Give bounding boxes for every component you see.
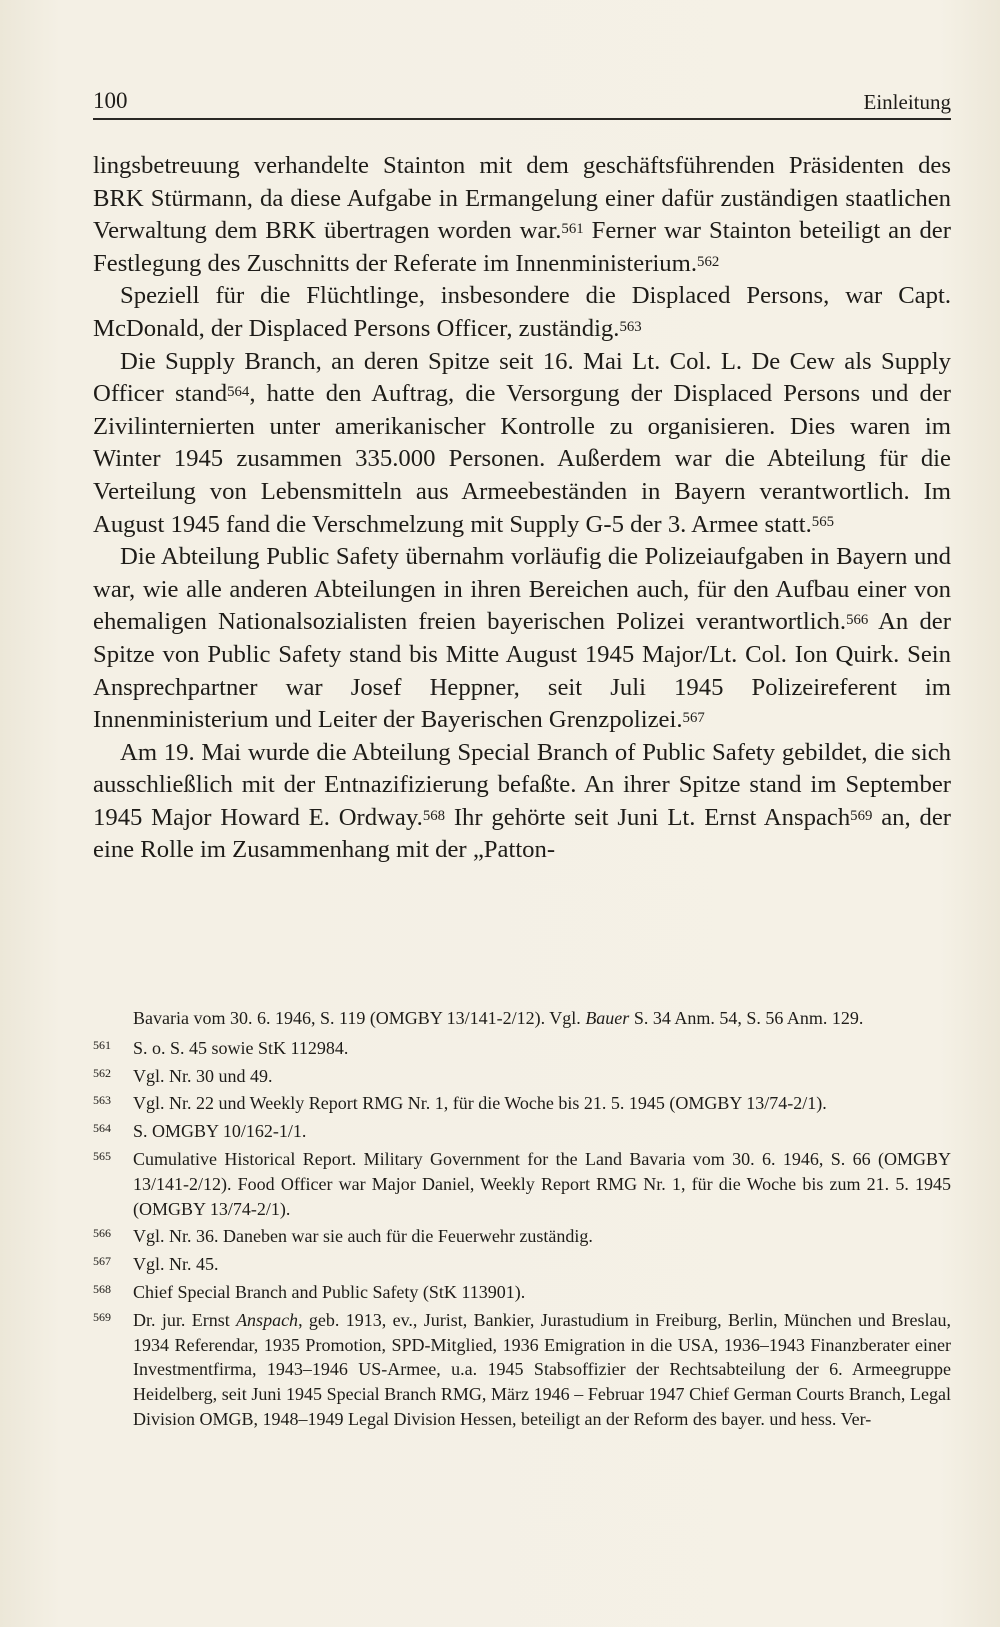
paragraph-5-text-c: an, der eine Rolle im Zusammenhang mit der „Patton- bbox=[93, 803, 951, 864]
footnote-number: 563 bbox=[93, 1093, 111, 1108]
footnote-text: Vgl. Nr. 45. bbox=[133, 1254, 219, 1275]
footnote-569-text-a: Dr. jur. Ernst bbox=[133, 1309, 237, 1330]
footnote-number: 565 bbox=[93, 1148, 111, 1163]
footnote-ref-566[interactable]: 566 bbox=[846, 612, 869, 629]
footnote-number: 562 bbox=[93, 1065, 111, 1080]
footnote-ref-564[interactable]: 564 bbox=[227, 383, 250, 400]
footnote-number: 569 bbox=[93, 1309, 111, 1324]
footnote-text: Chief Special Branch and Public Safety (StK 113901). bbox=[133, 1281, 526, 1302]
footnote-number: 567 bbox=[93, 1254, 111, 1269]
footnote-text: Cumulative Historical Report. Military Government for the Land Bavaria vom 30. 6. 1946, S. 66 (OMGBY 13/141-2/12). Food Officer war Major Daniel, Weekly Report RMG Nr. 1, für die Woche bis zum 21. 5. 1945 (OMGBY 13/74-2/1). bbox=[133, 1148, 951, 1219]
footnote-continuation bbox=[93, 1006, 951, 1031]
footnote-item bbox=[93, 1147, 951, 1221]
footnote-text: Vgl. Nr. 30 und 49. bbox=[133, 1065, 273, 1086]
footnote-ref-568[interactable]: 568 bbox=[422, 807, 446, 824]
paragraph-1-text-a: lingsbetreuung verhandelte Stainton mit dem geschäftsführenden Präsidenten des BRK Stürmann, da diese Aufgabe in Ermangelung einer dafür zuständigen staatlichen Verwaltung dem BRK übertragen worden war. bbox=[93, 152, 951, 245]
footnote-number: 568 bbox=[93, 1281, 111, 1296]
footnote-number: 566 bbox=[93, 1226, 111, 1241]
paragraph-5-text-b: Ihr gehörte seit Juni Lt. Ernst Anspach bbox=[445, 803, 851, 831]
paragraph-3 bbox=[93, 346, 951, 542]
footnote-text: Vgl. Nr. 36. Daneben war sie auch für die Feuerwehr zuständig. bbox=[133, 1226, 593, 1247]
footnote-number: 564 bbox=[93, 1121, 111, 1136]
page-header bbox=[93, 82, 951, 120]
paragraph-3-text-b: , hatte den Auftrag, die Versorgung der Displaced Persons und der Zivilinternierten unter amerikanischer Kontrolle zu organisieren. Dies waren im Winter 1945 zusammen 335.000 Personen. Außerdem war die Abteilung für die Verteilung von Lebensmitteln aus Armeebeständen in Bayern verantwortlich. Im August 1945 fand die Verschmelzung mit Supply G-5 der 3. Armee statt. bbox=[93, 380, 951, 538]
footnote-item bbox=[93, 1119, 951, 1144]
main-text bbox=[93, 150, 951, 867]
paragraph-4-text-a: Die Abteilung Public Safety übernahm vorläufig die Polizeiaufgaben in Bayern und war, wie alle anderen Abteilungen in ihren Bereichen auch, für den Aufbau einer von ehemaligen Nationalsozialisten freien bayerischen Polizei verantwortlich. bbox=[93, 543, 951, 636]
footnote-ref-562[interactable]: 562 bbox=[697, 253, 720, 270]
footnote-item bbox=[93, 1091, 951, 1116]
paragraph-1 bbox=[93, 150, 951, 280]
paragraph-1-text-b: Ferner war Stainton beteiligt an der Festlegung des Zuschnitts der Referate im Innenministerium. bbox=[93, 217, 951, 277]
paragraph-2-text: Speziell für die Flüchtlinge, insbesondere die Displaced Persons, war Capt. McDonald, der Displaced Persons Officer, zuständig. bbox=[93, 282, 951, 342]
footnote-continuation-text-b: S. 34 Anm. 54, S. 56 Anm. 129. bbox=[629, 1008, 864, 1028]
footnote-number: 561 bbox=[93, 1037, 111, 1052]
paragraph-3-text-a: Die Supply Branch, an deren Spitze seit 16. Mai Lt. Col. L. De Cew als Supply Officer stand bbox=[93, 347, 951, 408]
footnote-continuation-text-a: Bavaria vom 30. 6. 1946, S. 119 (OMGBY 13/141-2/12). Vgl. bbox=[133, 1008, 586, 1028]
footnote-text: S. o. S. 45 sowie StK 112984. bbox=[133, 1037, 349, 1058]
footnote-ref-565[interactable]: 565 bbox=[811, 514, 835, 531]
footnote-item bbox=[93, 1252, 951, 1277]
footnote-text: S. OMGBY 10/162-1/1. bbox=[133, 1121, 307, 1142]
footnote-ref-563[interactable]: 563 bbox=[619, 318, 642, 335]
footnote-item bbox=[93, 1036, 951, 1061]
paragraph-4 bbox=[93, 541, 951, 737]
running-title: Einleitung bbox=[863, 90, 951, 114]
footnote-item bbox=[93, 1064, 951, 1089]
footnote-ref-561[interactable]: 561 bbox=[561, 221, 584, 238]
person-name-italic: Anspach bbox=[236, 1309, 299, 1330]
page-number: 100 bbox=[93, 88, 128, 113]
paragraph-4-text-b: An der Spitze von Public Safety stand bis Mitte August 1945 Major/Lt. Col. Ion Quirk. Sein Ansprechpartner war Josef Heppner, seit Juli 1945 Polizeireferent im Innenministerium und Leiter der Bayerischen Grenzpolizei. bbox=[93, 608, 951, 734]
paragraph-2 bbox=[93, 280, 951, 345]
footnote-item-569 bbox=[93, 1308, 951, 1432]
paragraph-5-text-a: Am 19. Mai wurde die Abteilung Special Branch of Public Safety gebildet, die sich ausschließlich mit der Entnazifizierung befaßte. An ihrer Spitze stand im September 1945 Major Howard E. Ordway. bbox=[93, 738, 951, 831]
footnote-text: Vgl. Nr. 22 und Weekly Report RMG Nr. 1, für die Woche bis 21. 5. 1945 (OMGBY 13/74-2/1). bbox=[133, 1093, 827, 1114]
author-name-italic: Bauer bbox=[585, 1008, 630, 1028]
footnote-ref-567[interactable]: 567 bbox=[682, 709, 705, 726]
footnote-item bbox=[93, 1224, 951, 1249]
footnote-569-text-b: , geb. 1913, ev., Jurist, Bankier, Jurastudium in Freiburg, Berlin, München und Breslau, 1934 Referendar, 1935 Promotion, SPD-Mitglied, 1936 Emigration in die USA, 1936–1943 Finanzberater einer Investmentfirma, 1943–1946 US-Armee, u.a. 1945 Stabsoffizier der Rechtsabteilung der 6. Armeegruppe Heidelberg, seit Juni 1945 Special Branch RMG, März 1946 – Februar 1947 Chief German Courts Branch, Legal Division OMGB, 1948–1949 Legal Division Hessen, beteiligt an der Reform des bayer. und hess. Ver- bbox=[133, 1309, 951, 1429]
footnotes bbox=[93, 1006, 951, 1435]
paragraph-5 bbox=[93, 737, 951, 867]
footnote-ref-569[interactable]: 569 bbox=[850, 807, 873, 824]
footnote-item bbox=[93, 1280, 951, 1305]
